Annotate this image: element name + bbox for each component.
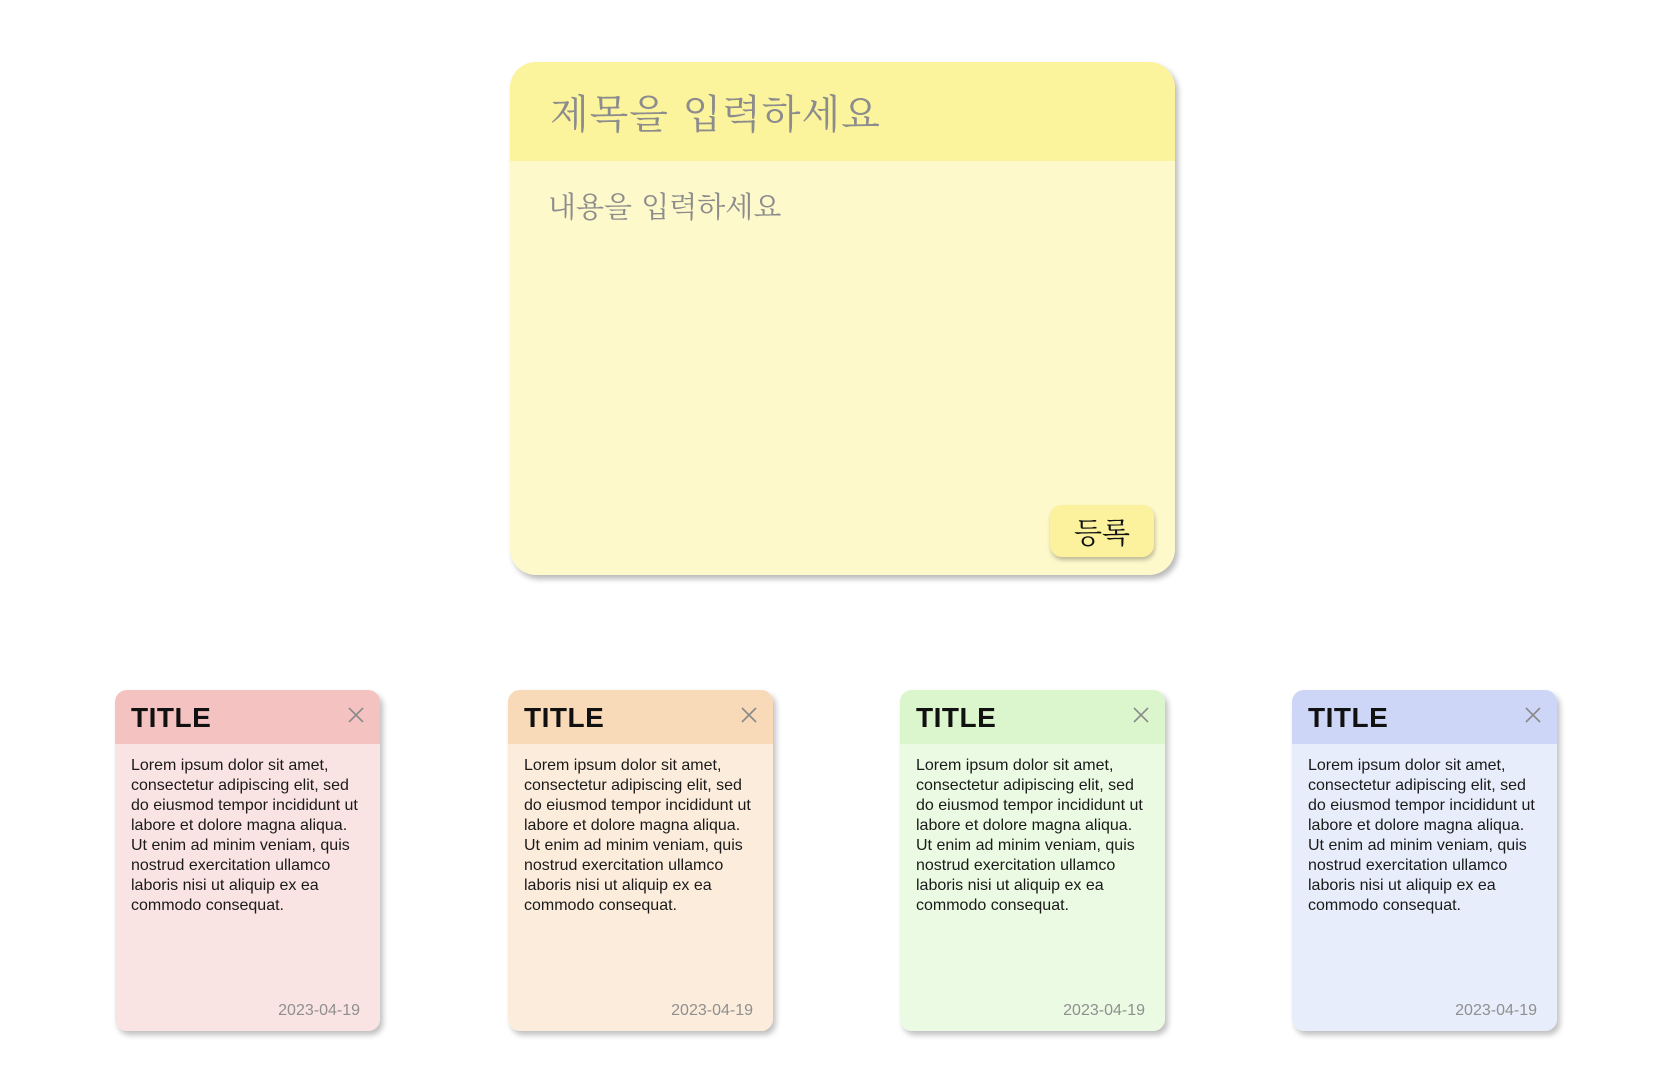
memo-title: TITLE bbox=[916, 702, 997, 733]
close-icon[interactable] bbox=[1131, 705, 1151, 725]
content-input-placeholder: 내용을 입력하세요 bbox=[548, 190, 782, 224]
composer-title-field[interactable] bbox=[510, 62, 1175, 161]
memo-title: TITLE bbox=[1308, 702, 1389, 733]
memo-date: 2023-04-19 bbox=[1063, 1002, 1145, 1019]
memo-text: Lorem ipsum dolor sit amet, consectetur adipiscing elit, sed do eiusmod tempor incididunt ut labore et dolore magna aliqua. Ut enim ad minim veniam, quis nostrud exercitation ullamco laboris nisi ut aliquip ex ea commodo consequat. bbox=[131, 757, 358, 914]
memo-card bbox=[1292, 690, 1557, 1031]
memo-card-body bbox=[508, 744, 773, 1031]
memo-date: 2023-04-19 bbox=[278, 1002, 360, 1019]
title-input-placeholder: 제목을 입력하세요 bbox=[550, 92, 881, 138]
close-icon[interactable] bbox=[739, 705, 759, 725]
memo-card-body bbox=[115, 744, 380, 1031]
memo-title: TITLE bbox=[524, 702, 605, 733]
memo-card-header bbox=[1292, 690, 1557, 744]
memo-text: Lorem ipsum dolor sit amet, consectetur adipiscing elit, sed do eiusmod tempor incididunt ut labore et dolore magna aliqua. Ut enim ad minim veniam, quis nostrud exercitation ullamco laboris nisi ut aliquip ex ea commodo consequat. bbox=[524, 757, 751, 914]
memo-date: 2023-04-19 bbox=[671, 1002, 753, 1019]
memo-card bbox=[115, 690, 380, 1031]
memo-card bbox=[900, 690, 1165, 1031]
memo-text: Lorem ipsum dolor sit amet, consectetur adipiscing elit, sed do eiusmod tempor incididunt ut labore et dolore magna aliqua. Ut enim ad minim veniam, quis nostrud exercitation ullamco laboris nisi ut aliquip ex ea commodo consequat. bbox=[916, 757, 1143, 914]
memo-title: TITLE bbox=[131, 702, 212, 733]
memo-card-header bbox=[508, 690, 773, 744]
memo-card bbox=[508, 690, 773, 1031]
close-icon[interactable] bbox=[346, 705, 366, 725]
memo-composer bbox=[510, 62, 1175, 575]
memo-text: Lorem ipsum dolor sit amet, consectetur adipiscing elit, sed do eiusmod tempor incididunt ut labore et dolore magna aliqua. Ut enim ad minim veniam, quis nostrud exercitation ullamco laboris nisi ut aliquip ex ea commodo consequat. bbox=[1308, 757, 1535, 914]
memo-date: 2023-04-19 bbox=[1455, 1002, 1537, 1019]
memo-card-header bbox=[115, 690, 380, 744]
close-icon[interactable] bbox=[1523, 705, 1543, 725]
memo-card-body bbox=[900, 744, 1165, 1031]
composer-content-field[interactable] bbox=[510, 161, 1175, 575]
memo-card-body bbox=[1292, 744, 1557, 1031]
memo-card-header bbox=[900, 690, 1165, 744]
register-button[interactable]: 등록 bbox=[1050, 505, 1154, 557]
